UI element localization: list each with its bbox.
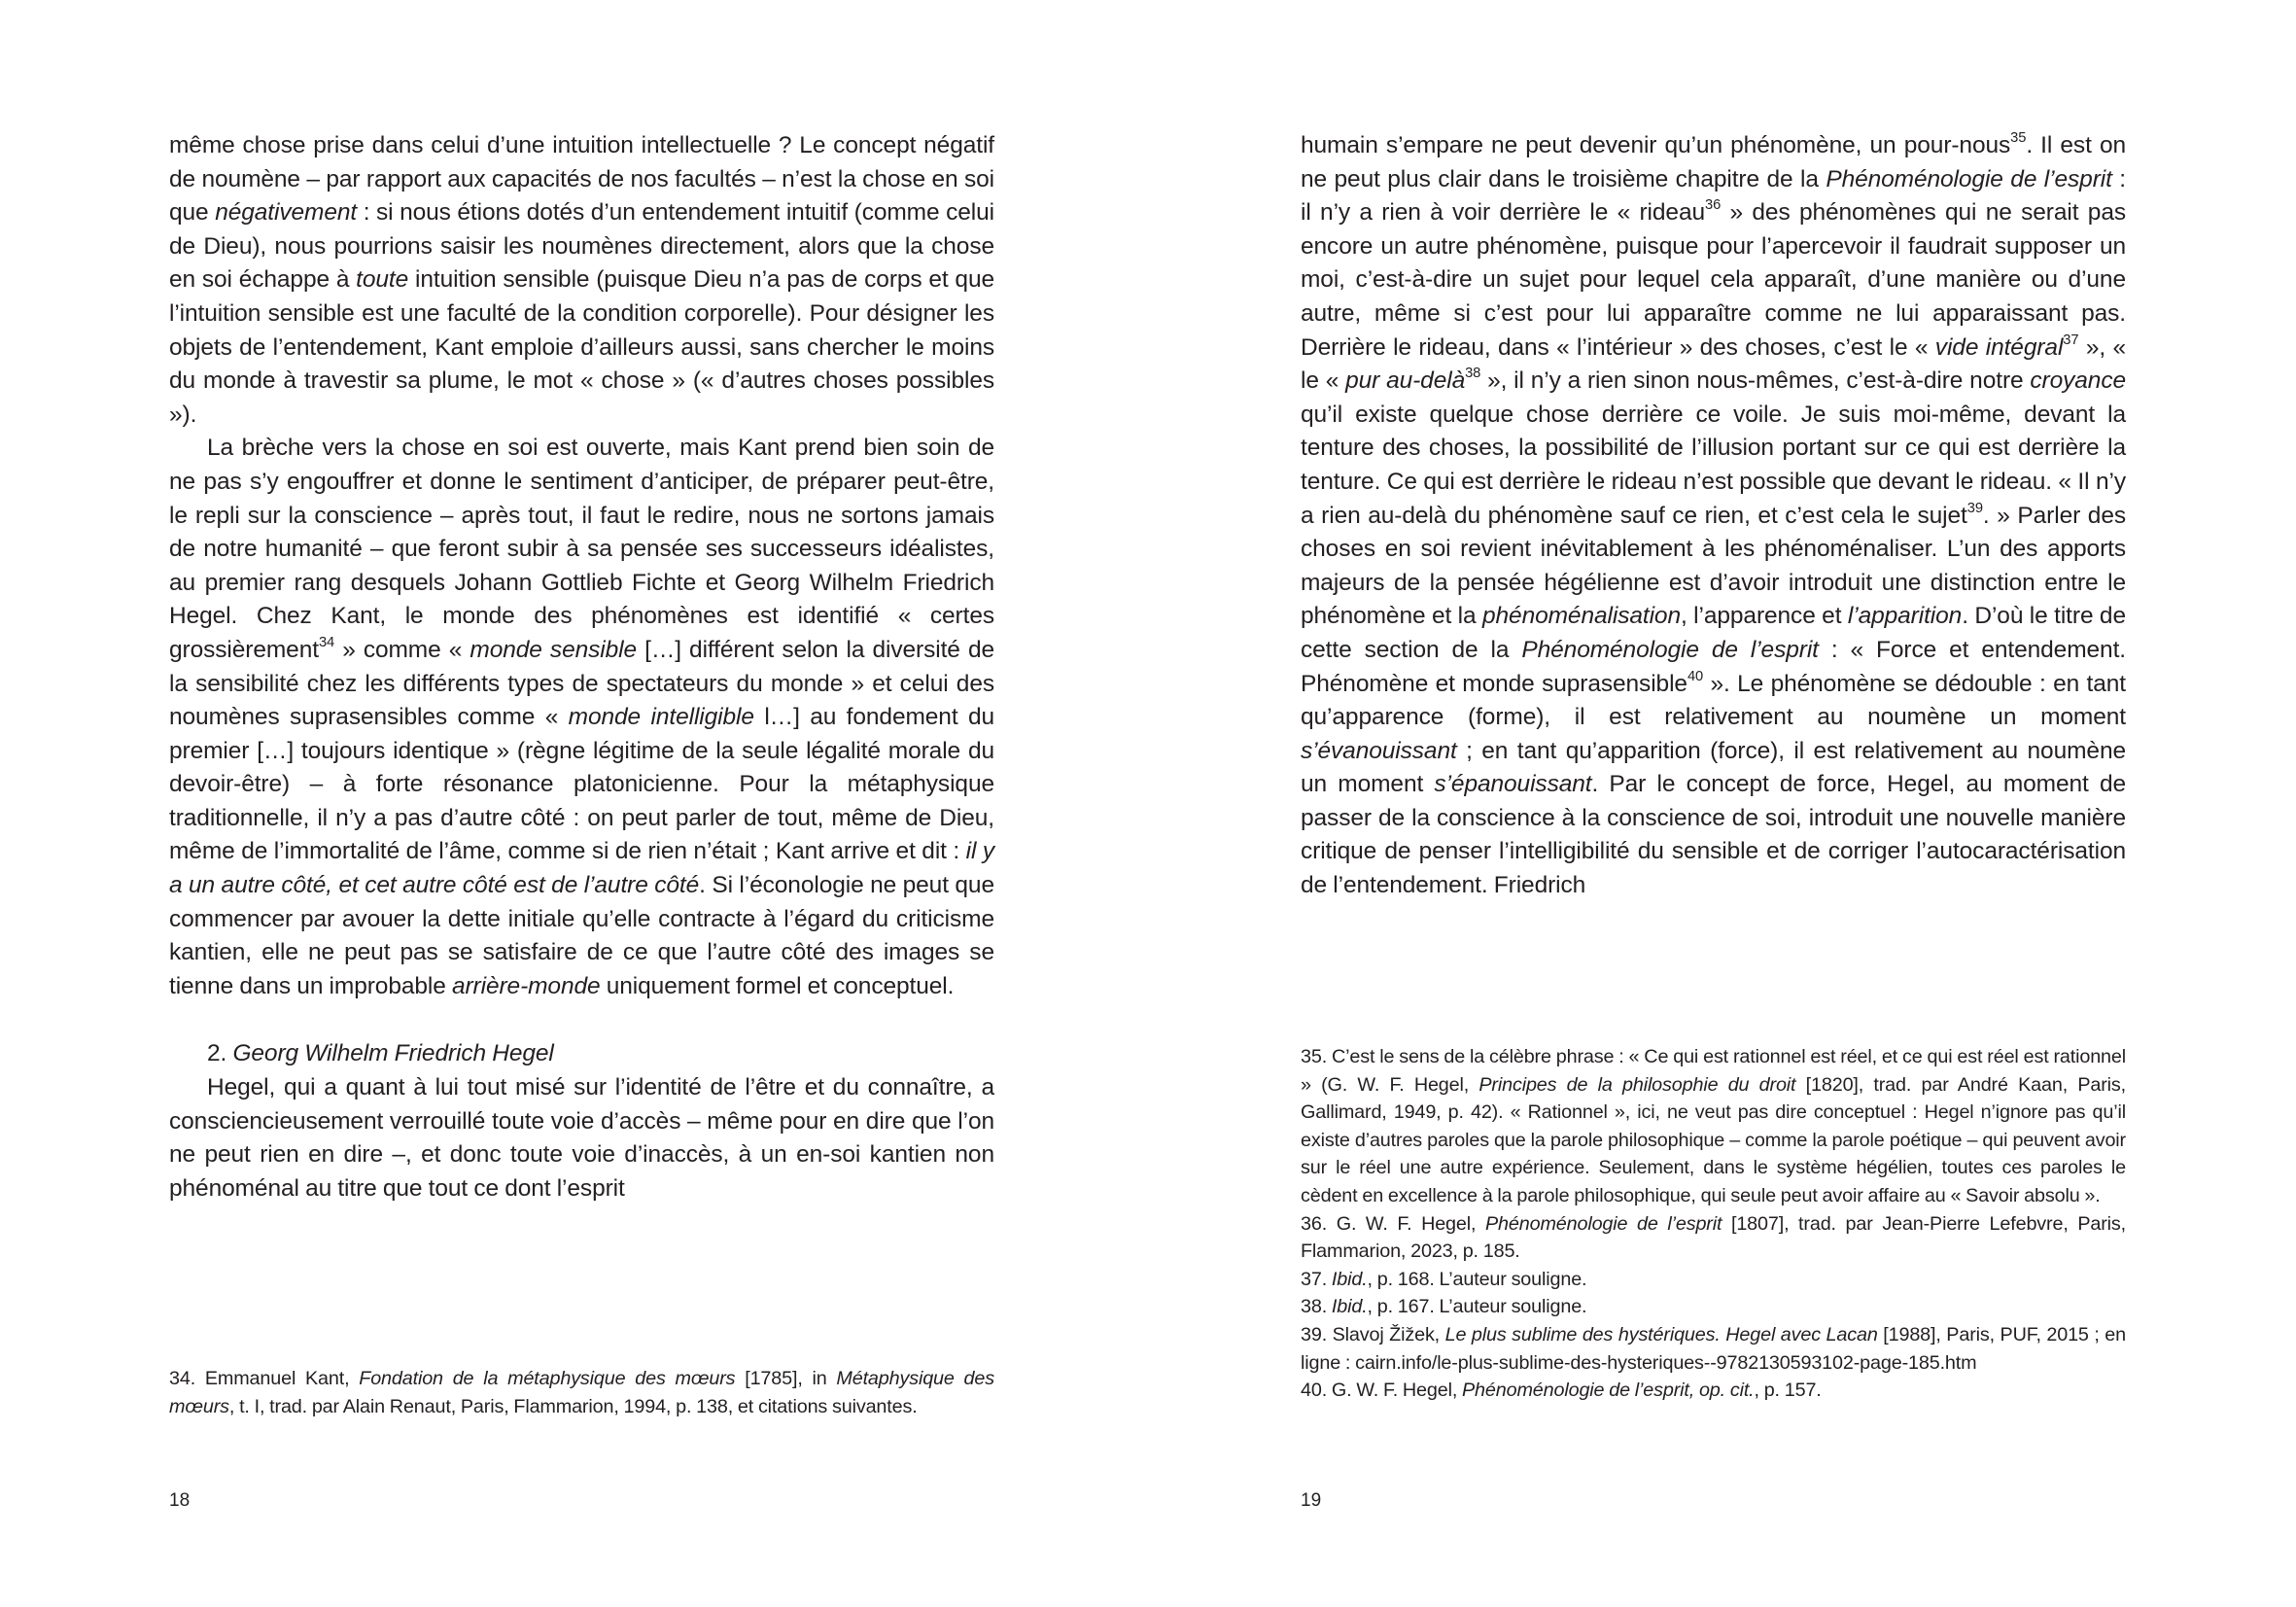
footnote-ref: 38 <box>1465 366 1481 382</box>
italic-text: Ibid. <box>1331 1296 1368 1318</box>
italic-text: Le plus sublime des hystériques. Hegel avec Lacan <box>1444 1323 1878 1345</box>
italic-text: Phénoménologie de l’esprit <box>1521 636 1819 663</box>
italic-text: Phénoménologie de l’esprit <box>1826 165 2112 192</box>
page-number: 18 <box>169 1490 191 1511</box>
italic-text: arrière-monde <box>451 972 601 999</box>
footnote: 40. G. W. F. Hegel, Phénoménologie de l’esprit, op. cit., p. 157. <box>1301 1380 1822 1402</box>
right-footnotes <box>1301 1043 2126 1405</box>
italic-text: négativement <box>215 199 358 227</box>
footnote: 37. Ibid., p. 168. L’auteur souligne. <box>1301 1268 1587 1290</box>
italic-text: s’évanouissant <box>1301 737 1457 764</box>
italic-text: croyance <box>2030 367 2127 395</box>
italic-text: phénoménalisation <box>1482 603 1681 630</box>
footnote: 35. C’est le sens de la célèbre phrase : « Ce qui est rationnel est réel, et ce qui est réel est rationnel » (G. W. F. Hegel, Principes de la philosophie du droit [1820], trad. par André Kaan, Paris, Gallimard, 1949, p. 42). « Rationnel », ici, ne veut pas dire conceptuel : Hegel n’ignore pas qu’il existe d’autres paroles que la parole philosophique – comme la parole poétique – qui peuvent avoir sur le réel une autre expérience. Seulement, dans le système hégélien, toutes ces paroles le cèdent en excellence à la parole philosophique, qui seule peut avoir affaire au « Savoir absolu ». <box>1301 1046 2126 1206</box>
footnote-ref: 35 <box>2010 129 2027 146</box>
left-body-text <box>169 129 994 1205</box>
italic-text: toute <box>356 266 409 294</box>
italic-text: il y a un autre côté, et cet autre côté est de l’autre côté <box>169 838 994 899</box>
section-number: 2. <box>207 1040 227 1067</box>
italic-text: Métaphysique des mœurs <box>169 1368 995 1417</box>
paragraph: La brèche vers la chose en soi est ouverte, mais Kant prend bien soin de ne pas s’y engouffrer et donne le sentiment d’anticiper, de préparer peut-être, le repli sur la conscience – après tout, il faut le redire, nous ne sortons jamais de notre humanité – que feront subir à sa pensée ses successeurs idéalistes, au premier rang desquels Johann Gottlieb Fichte et Georg Wilhelm Friedrich Hegel. Chez Kant, le monde des phénomènes est identifié « certes grossièrement$^{34}$ » comme « monde sensible […] différent selon la diversité de la sensibilité chez les différents types de spectateurs du monde » et celui des noumènes suprasensibles comme « monde intelligible l…] au fondement du premier […] toujours identique » (règne légitime de la seule légalité morale du devoir-être) – à forte résonance platonicienne. Pour la métaphysique traditionnelle, il n’y a pas d’autre côté : on peut parler de tout, même de Dieu, même de l’immortalité de l’âme, comme si de rien n’était ; Kant arrive et dit : il y a un autre côté, et cet autre côté est de l’autre côté. Si l’éconologie ne peut que commencer par avouer la dette initiale qu’elle contracte à l’égard du criticisme kantien, elle ne peut pas se satisfaire de ce que l’autre côté des images se tienne dans un improbable arrière-monde uniquement formel et conceptuel. <box>169 435 995 999</box>
italic-text: Phénoménologie de l’esprit <box>1485 1212 1722 1235</box>
italic-text: Phénoménologie de l’esprit, op. cit. <box>1462 1380 1755 1402</box>
footnote-ref: 37 <box>2063 332 2079 348</box>
footnote-ref: 39 <box>1966 500 1983 516</box>
paragraph: Hegel, qui a quant à lui tout misé sur l’identité de l’être et du connaître, a consciencieusement verrouillé toute voie d’accès – même pour en dire que l’on ne peut rien en dire –, et donc toute voie d’inaccès, à un en-soi kantien non phénoménal au titre que tout ce dont l’esprit <box>169 1074 994 1202</box>
left-footnotes <box>169 1365 994 1420</box>
footnote-ref: 36 <box>1705 197 1722 214</box>
italic-text: monde sensible <box>470 636 638 663</box>
right-body-text <box>1301 129 2126 903</box>
paragraph: même chose prise dans celui d’une intuition intellectuelle ? Le concept négatif de noumène – par rapport aux capacités de nos facultés – n’est la chose en soi que négativement : si nous étions dotés d’un entendement intuitif (comme celui de Dieu), nous pourrions saisir les noumènes directement, alors que la chose en soi échappe à toute intuition sensible (puisque Dieu n’a pas de corps et que l’intuition sensible est une faculté de la condition corporelle). Pour désigner les objets de l’entendement, Kant emploie d’ailleurs aussi, sans chercher le moins du monde à travestir sa plume, le mot « chose » (« d’autres choses possibles »). <box>169 132 994 428</box>
section-title: Georg Wilhelm Friedrich Hegel <box>232 1040 554 1067</box>
section-heading <box>169 1037 994 1071</box>
footnote: 34. Emmanuel Kant, Fondation de la métaphysique des mœurs [1785], in Métaphysique des mœurs, t. I, trad. par Alain Renaut, Paris, Flammarion, 1994, p. 138, et citations suivantes. <box>169 1368 995 1417</box>
footnote: 39. Slavoj Žižek, Le plus sublime des hystériques. Hegel avec Lacan [1988], Paris, PUF, 2015 ; en ligne : cairn.info/le-plus-sublime-des-hysteriques--9782130593102-page-185.htm <box>1301 1323 2126 1374</box>
right-page <box>1148 0 2296 1607</box>
paragraph: humain s’empare ne peut devenir qu’un phénomène, un pour-nous$^{35}$. Il est on ne peut plus clair dans le troisième chapitre de la Phénoménologie de l’esprit : il n’y a rien à voir derrière le « rideau$^{36}$ » des phénomènes qui ne serait pas encore un autre phénomène, puisque pour l’apercevoir il faudrait supposer un moi, c’est-à-dire un sujet pour lequel cela apparaît, d’une manière ou d’une autre, même si c’est pour lui apparaître comme ne lui apparaissant pas. Derrière le rideau, dans « l’intérieur » des choses, c’est le « vide intégral$^{37}$ », « le « pur au-delà$^{38}$ », il n’y a rien sinon nous-mêmes, c’est-à-dire notre croyance qu’il existe quelque chose derrière ce voile. Je suis moi-même, devant la tenture des choses, la possibilité de l’illusion portant sur ce qui est derrière la tenture. Ce qui est derrière le rideau n’est possible que devant le rideau. « Il n’y a rien au-delà du phénomène sauf ce rien, et c’est cela le sujet$^{39}$. » Parler des choses en soi revient inévitablement à les phénoménaliser. L’un des apports majeurs de la pensée hégélienne est d’avoir introduit une distinction entre le phénomène et la phénoménalisation, l’apparence et l’apparition. D’où le titre de cette section de la Phénoménologie de l’esprit : « Force et entendement. Phénomène et monde suprasensible$^{40}$ ». Le phénomène se dédouble : en tant qu’apparence (forme), il est relativement au noumène un moment s’évanouissant ; en tant qu’apparition (force), il est relativement au noumène un moment s’épanouissant. Par le concept de force, Hegel, au moment de passer de la conscience à la conscience de soi, introduit une nouvelle manière critique de penser l’intelligibilité du sensible et de corriger l’autocaractérisation de l’entendement. Friedrich <box>1301 129 2127 899</box>
page-number: 19 <box>1301 1490 1322 1511</box>
italic-text: Fondation de la métaphysique des mœurs <box>359 1368 736 1389</box>
footnote-ref: 34 <box>318 634 335 650</box>
italic-text: vide intégral <box>1934 333 2064 361</box>
footnote-ref: 40 <box>1687 668 1704 684</box>
footnote: 36. G. W. F. Hegel, Phénoménologie de l’esprit [1807], trad. par Jean-Pierre Lefebvre, Paris, Flammarion, 2023, p. 185. <box>1301 1212 2126 1263</box>
italic-text: Principes de la philosophie du droit <box>1478 1073 1796 1096</box>
italic-text: s’épanouissant <box>1434 771 1592 798</box>
italic-text: pur au-delà <box>1345 367 1466 395</box>
footnote: 38. Ibid., p. 167. L’auteur souligne. <box>1301 1296 1587 1318</box>
italic-text: monde intelligible <box>568 704 754 731</box>
italic-text: l’apparition <box>1847 603 1963 630</box>
italic-text: Ibid. <box>1331 1268 1368 1290</box>
